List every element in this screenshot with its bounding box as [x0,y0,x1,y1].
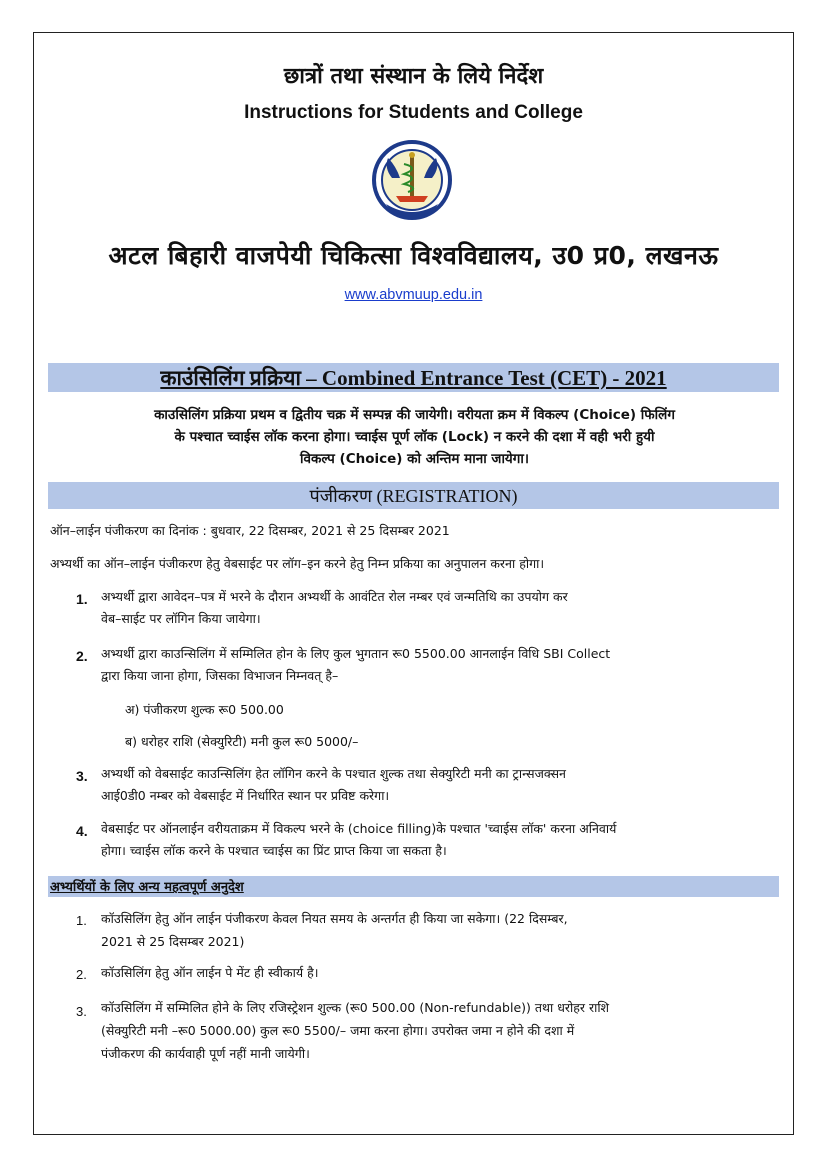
university-name: अटल बिहारी वाजपेयी चिकित्सा विश्वविद्यालय, उ0 प्र0, लखनऊ [108,241,719,270]
list-item [101,996,609,1065]
intro-line: काउसिलिंग प्रक्रिया प्रथम व द्वितीय चक्र में सम्पन्न की जायेगी। वरीयता क्रम में विकल्प (Choice) फिलिंग [154,407,675,423]
list-item-line: कॉउसिलिंग हेतु ऑन लाईन पंजीकरण केवल नियत समय के अन्तर्गत ही किया जा सकेगा। (22 दिसम्बर, [101,911,568,926]
website-link[interactable]: www.abvmuup.edu.in [344,287,483,303]
list-item-line: होगा। च्वाईस लॉक करने के पश्चात च्वाईस का प्रिंट प्राप्त किया जा सकता है। [101,843,447,858]
university-seal-icon [370,138,454,226]
list-number: 3. [76,768,88,784]
intro-line: के पश्चात च्वाईस लॉक करना होगा। च्वाईस पूर्ण लॉक (Lock) न करने की दशा में वही भरी हुयी [174,429,655,445]
list-item-line: अभ्यर्थी द्वारा आवेदन–पत्र में भरने के दौरान अभ्यर्थी के आवंटित रोल नम्बर एवं जन्मतिथि का उपयोग कर [101,589,568,604]
counselling-heading: काउंसिलिंग प्रक्रिया – Combined Entrance Test (CET) - 2021 [160,366,667,390]
list-item [101,586,568,630]
list-number: 4. [76,823,88,839]
sub-item-security-money: ब) धरोहर राशि (सेक्युरिटी) मनी कुल रू0 5000/– [125,734,359,749]
list-number: 2. [76,967,87,982]
list-item-line: (सेक्युरिटी मनी –रू0 5000.00) कुल रू0 5500/– जमा करना होगा। उपरोक्त जमा न होने की दशा में [101,1023,575,1038]
list-item [101,961,318,984]
list-item-line: 2021 से 25 दिसम्बर 2021) [101,934,245,949]
registration-heading: पंजीकरण (REGISTRATION) [309,486,518,506]
registration-date: ऑन–लाईन पंजीकरण का दिनांक : बुधवार, 22 दिसम्बर, 2021 से 25 दिसम्बर 2021 [50,523,450,538]
list-number: 3. [76,1004,87,1019]
list-item-line: द्वारा किया जाना होगा, जिसका विभाजन निम्नवत् है– [101,668,339,683]
registration-intro: अभ्यर्थी का ऑन–लाईन पंजीकरण हेतु वेबसाईट पर लॉग–इन करने हेतु निम्न प्रकिया का अनुपालन करना होगा। [50,556,545,571]
list-item-line: अभ्यर्थी को वेबसाईट काउन्सिलिंग हेत लॉगिन करने के पश्चात शुल्क तथा सेक्युरिटी मनी का ट्रान्सजक्सन [101,766,566,781]
list-item-line: आई0डी0 नम्बर को वेबसाईट में निर्धारित स्थान पर प्रविष्ट करेगा। [101,788,390,803]
list-item [101,763,566,807]
list-item-line: वेबसाईट पर ऑनलाईन वरीयताक्रम में विकल्प भरने के (choice filling)के पश्चात 'च्वाईस लॉक' करना अनिवार्य [101,821,617,836]
list-item-line: अभ्यर्थी द्वारा काउन्सिलिंग में सम्मिलित होन के लिए कुल भुगतान रू0 5500.00 आनलाईन विधि SBI Collect [101,646,611,661]
list-item-line: कॉउसिलिंग हेतु ऑन लाईन पे मेंट ही स्वीकार्य है। [101,965,319,980]
list-number: 1. [76,591,88,607]
list-item-line: पंजीकरण की कार्यवाही पूर्ण नहीं मानी जायेगी। [101,1046,310,1061]
other-instructions-heading: अभ्यर्थियों के लिए अन्य महत्वपूर्ण अनुदेश [50,880,244,895]
english-title: Instructions for Students and College [244,102,583,123]
list-item [101,643,610,687]
counselling-intro [52,404,777,470]
list-number: 2. [76,648,88,664]
list-item-line: वेब–साईट पर लॉगिन किया जायेगा। [101,611,261,626]
list-item [101,818,616,862]
list-number: 1. [76,913,87,928]
list-item-line: कॉउसिलिंग में सम्मिलित होने के लिए रजिस्ट्रेशन शुल्क (रू0 500.00 (Non-refundable)) तथा धरोहर राशि [101,1000,610,1015]
hindi-title: छात्रों तथा संस्थान के लिये निर्देश [283,64,544,89]
intro-line: विकल्प (Choice) को अन्तिम माना जायेगा। [300,451,529,467]
sub-item-registration-fee: अ) पंजीकरण शुल्क रू0 500.00 [125,702,284,717]
list-item [101,907,568,953]
